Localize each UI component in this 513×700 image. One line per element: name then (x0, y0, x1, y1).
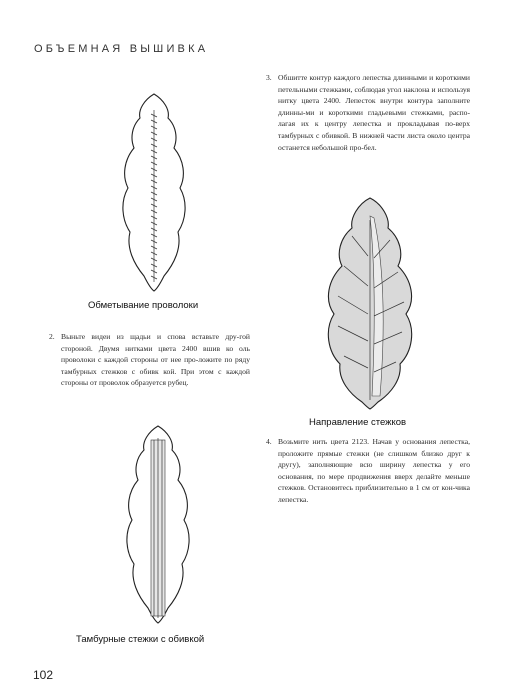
step-3 (266, 72, 470, 153)
step-2-text: Выньте видеи из щадьи и спова вставьте дру-гой стороной. Двумя нитками цвета 2400 вшив ко оль проволоки с каждой стороны от нее про-ложите по ряду тамбурных стежков с обивк кой. При этом с каждой стороны от проволок образуется рубец. (61, 332, 250, 388)
step-2-number: 2. (49, 332, 55, 341)
step-2 (49, 331, 250, 389)
step-3-number: 3. (266, 73, 272, 82)
caption-tambour-stitches: Тамбурные стежки с обивкой (76, 634, 205, 645)
step-4-number: 4. (266, 437, 272, 446)
figure-wire-overcast (104, 92, 204, 292)
step-3-text: Обшитте контур каждого лепестка длинными и короткими петельными стежками, соблюдая угол наклона и используя нитку цвета 2400. Лепесток внутри контура заполните длинны-ми и короткими гладьевыми стежками, распо-лагая их к центру лепестка и прокладывая по-верх тамбурных с обивкой. В нижней части листа около центра останется небольшой про-бел. (278, 73, 470, 152)
page-header: ОБЪЕМНАЯ ВЫШИВКА (34, 43, 209, 55)
page-number: 102 (33, 668, 54, 682)
figure-tambour-stitches (108, 424, 208, 624)
figure-stitch-direction (312, 196, 430, 410)
caption-wire-overcast: Обметывание проволоки (88, 300, 199, 311)
caption-stitch-direction: Направление стежков (309, 417, 407, 428)
step-4-text: Возьмите нить цвета 2123. Начав у основания лепестка, проложите прямые стежки (не слишком близко друг к другу), заполняющие всю ширину лепестка у его основания, по мере продвижения вверх делайте меньше стежков. Остановитесь приблизительно в 1 см от кон-чика лепестка. (278, 437, 470, 504)
step-4 (266, 436, 470, 506)
